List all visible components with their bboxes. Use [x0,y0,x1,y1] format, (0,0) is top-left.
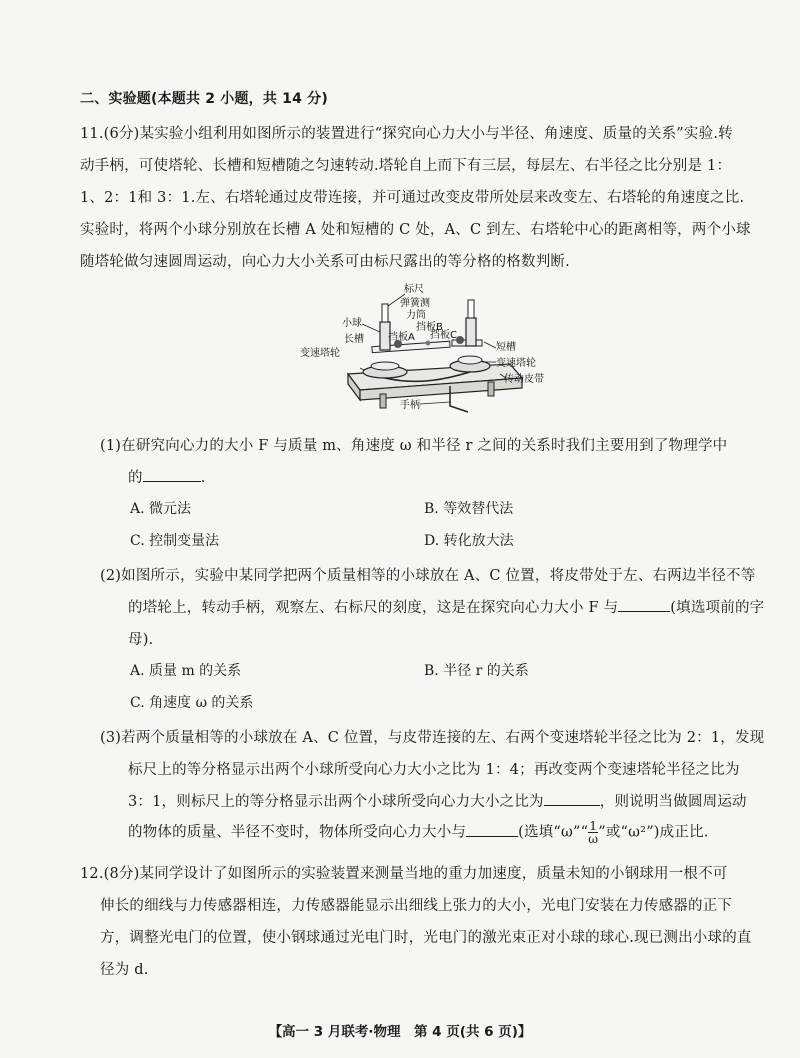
q11-sub2-text-a: 的塔轮上，转动手柄，观察左、右标尺的刻度，这是在探究向心力大小 F 与 [128,600,619,616]
label-changcao: 长槽 [344,334,364,345]
page-footer: 【高一 3 月联考·物理 第 4 页(共 6 页)】 [268,1024,532,1040]
q12-line-1: 12.(8分)某同学设计了如图所示的实验装置来测量当地的重力加速度，质量未知的小钢球用一根不可 [80,866,728,882]
apparatus-figure [300,282,560,432]
label-duancao: 短槽 [496,342,516,353]
label-dangban-b: 挡板B [416,322,443,333]
q11-sub2-option-a[interactable]: A. 质量 m 的关系 [130,663,242,679]
q12-line-3: 方，调整光电门的位置，使小钢球通过光电门时，光电门的激光束正对小球的球心.现已测出小球的直 [100,930,752,946]
q11-sub1-option-c[interactable]: C. 控制变量法 [130,533,220,549]
left-scale [382,304,388,322]
q11-sub2-line-3: 母). [128,632,154,648]
baffle-b-mark [426,341,431,346]
label-litong: 力筒 [406,310,426,321]
right-cylinder [466,318,476,346]
q12-line-2: 伸长的细线与力传感器相连，力传感器能显示出细线上张力的大小，光电门安装在力传感器的正下 [100,898,733,914]
q11-sub1-line-2 [128,466,206,487]
q11-sub1-option-a[interactable]: A. 微元法 [130,501,192,517]
q11-sub2-option-b[interactable]: B. 半径 r 的关系 [424,663,529,679]
q11-sub1-option-b[interactable]: B. 等效替代法 [424,501,514,517]
q11-sub2-option-c[interactable]: C. 角速度 ω 的关系 [130,695,254,711]
answer-blank-3[interactable] [544,793,600,806]
section-title: 二、实验题(本题共 2 小题，共 14 分) [80,91,328,107]
frac-numerator: 1 [589,819,598,833]
q11-sub3-text-a: 3：1，则标尺上的等分格显示出两个小球所受向心力大小之比为 [128,794,544,810]
q12-line-4: 径为 d. [100,962,149,978]
label-dangban-c: 挡板C [430,330,457,341]
label-dangban-a: 挡板A [388,332,415,343]
q11-line-4: 实验时，将两个小球分别放在长槽 A 处和短槽的 C 处，A、C 到左、右塔轮中心的距离相等，两个小球 [80,222,751,238]
leg-right [488,382,494,396]
q11-sub3-line-2: 标尺上的等分格显示出两个小球所受向心力大小之比为 1：4；再改变两个变速塔轮半径之比为 [128,762,740,778]
q11-sub1-text-b: . [200,470,206,486]
right-pulley-top [458,356,482,364]
q11-sub3-line-1: (3)若两个质量相等的小球放在 A、C 位置，与皮带连接的左、右两个变速塔轮半径之比为 2：1，发现 [100,730,765,746]
one-over-omega [588,820,598,845]
q11-sub2-line-2 [128,596,764,617]
q11-sub2-line-1: (2)如图所示，实验中某同学把两个质量相等的小球放在 A、C 位置，将皮带处于左、右两边半径不等 [100,568,756,584]
label-biansu-left: 变速塔轮 [300,348,340,359]
q11-sub1-line-1: (1)在研究向心力的大小 F 与质量 m、角速度 ω 和半径 r 之间的关系时我们主要用到了物理学中 [100,438,728,454]
right-scale [468,300,474,318]
q11-sub3-line-4 [128,820,709,845]
label-tanhuangce: 弹簧测 [400,298,430,309]
q11-line-5: 随塔轮做匀速圆周运动，向心力大小关系可由标尺露出的等分格的格数判断. [80,254,570,270]
label-chuandong: 传动皮带 [504,374,544,385]
ball-c [456,336,464,344]
q11-line-2: 动手柄，可使塔轮、长槽和短槽随之匀速转动.塔轮自上而下有三层，每层左、右半径之比分别是 1： [80,158,732,174]
left-pulley-top [371,362,399,370]
frac-denominator: ω [588,832,599,846]
label-biansu-right: 变速塔轮 [496,358,536,369]
q11-line-3: 1、2：1和 3：1.左、右塔轮通过皮带连接，并可通过改变皮带所处层来改变左、右塔轮的角速度之比. [80,190,745,206]
answer-blank-1[interactable] [143,469,201,482]
q11-sub2-text-b: (填选项前的字 [670,600,765,616]
q11-sub3-text-c: 的物体的质量、半径不变时，物体所受向心力大小与 [128,824,467,841]
q11-sub3-text-d: (选填“ω”“ [518,824,589,841]
label-shoubing: 手柄 [400,400,420,411]
q11-sub3-text-e: ”或“ω²”)成正比. [598,824,709,841]
answer-blank-4[interactable] [466,824,518,837]
q11-sub1-text-a: 的 [128,470,143,486]
q11-sub3-text-b: ，则说明当做圆周运动 [599,794,747,810]
q11-sub1-option-d[interactable]: D. 转化放大法 [424,533,514,549]
answer-blank-2[interactable] [618,599,670,612]
q11-line-1: 11.(6分)某实验小组利用如图所示的装置进行“探究向心力大小与半径、角速度、质量的关系”实验.转 [80,126,733,142]
label-biaochi: 标尺 [404,284,424,295]
q11-sub3-line-3 [128,790,747,811]
leg-left [380,394,386,408]
label-xiaoqiu: 小球 [342,318,362,329]
